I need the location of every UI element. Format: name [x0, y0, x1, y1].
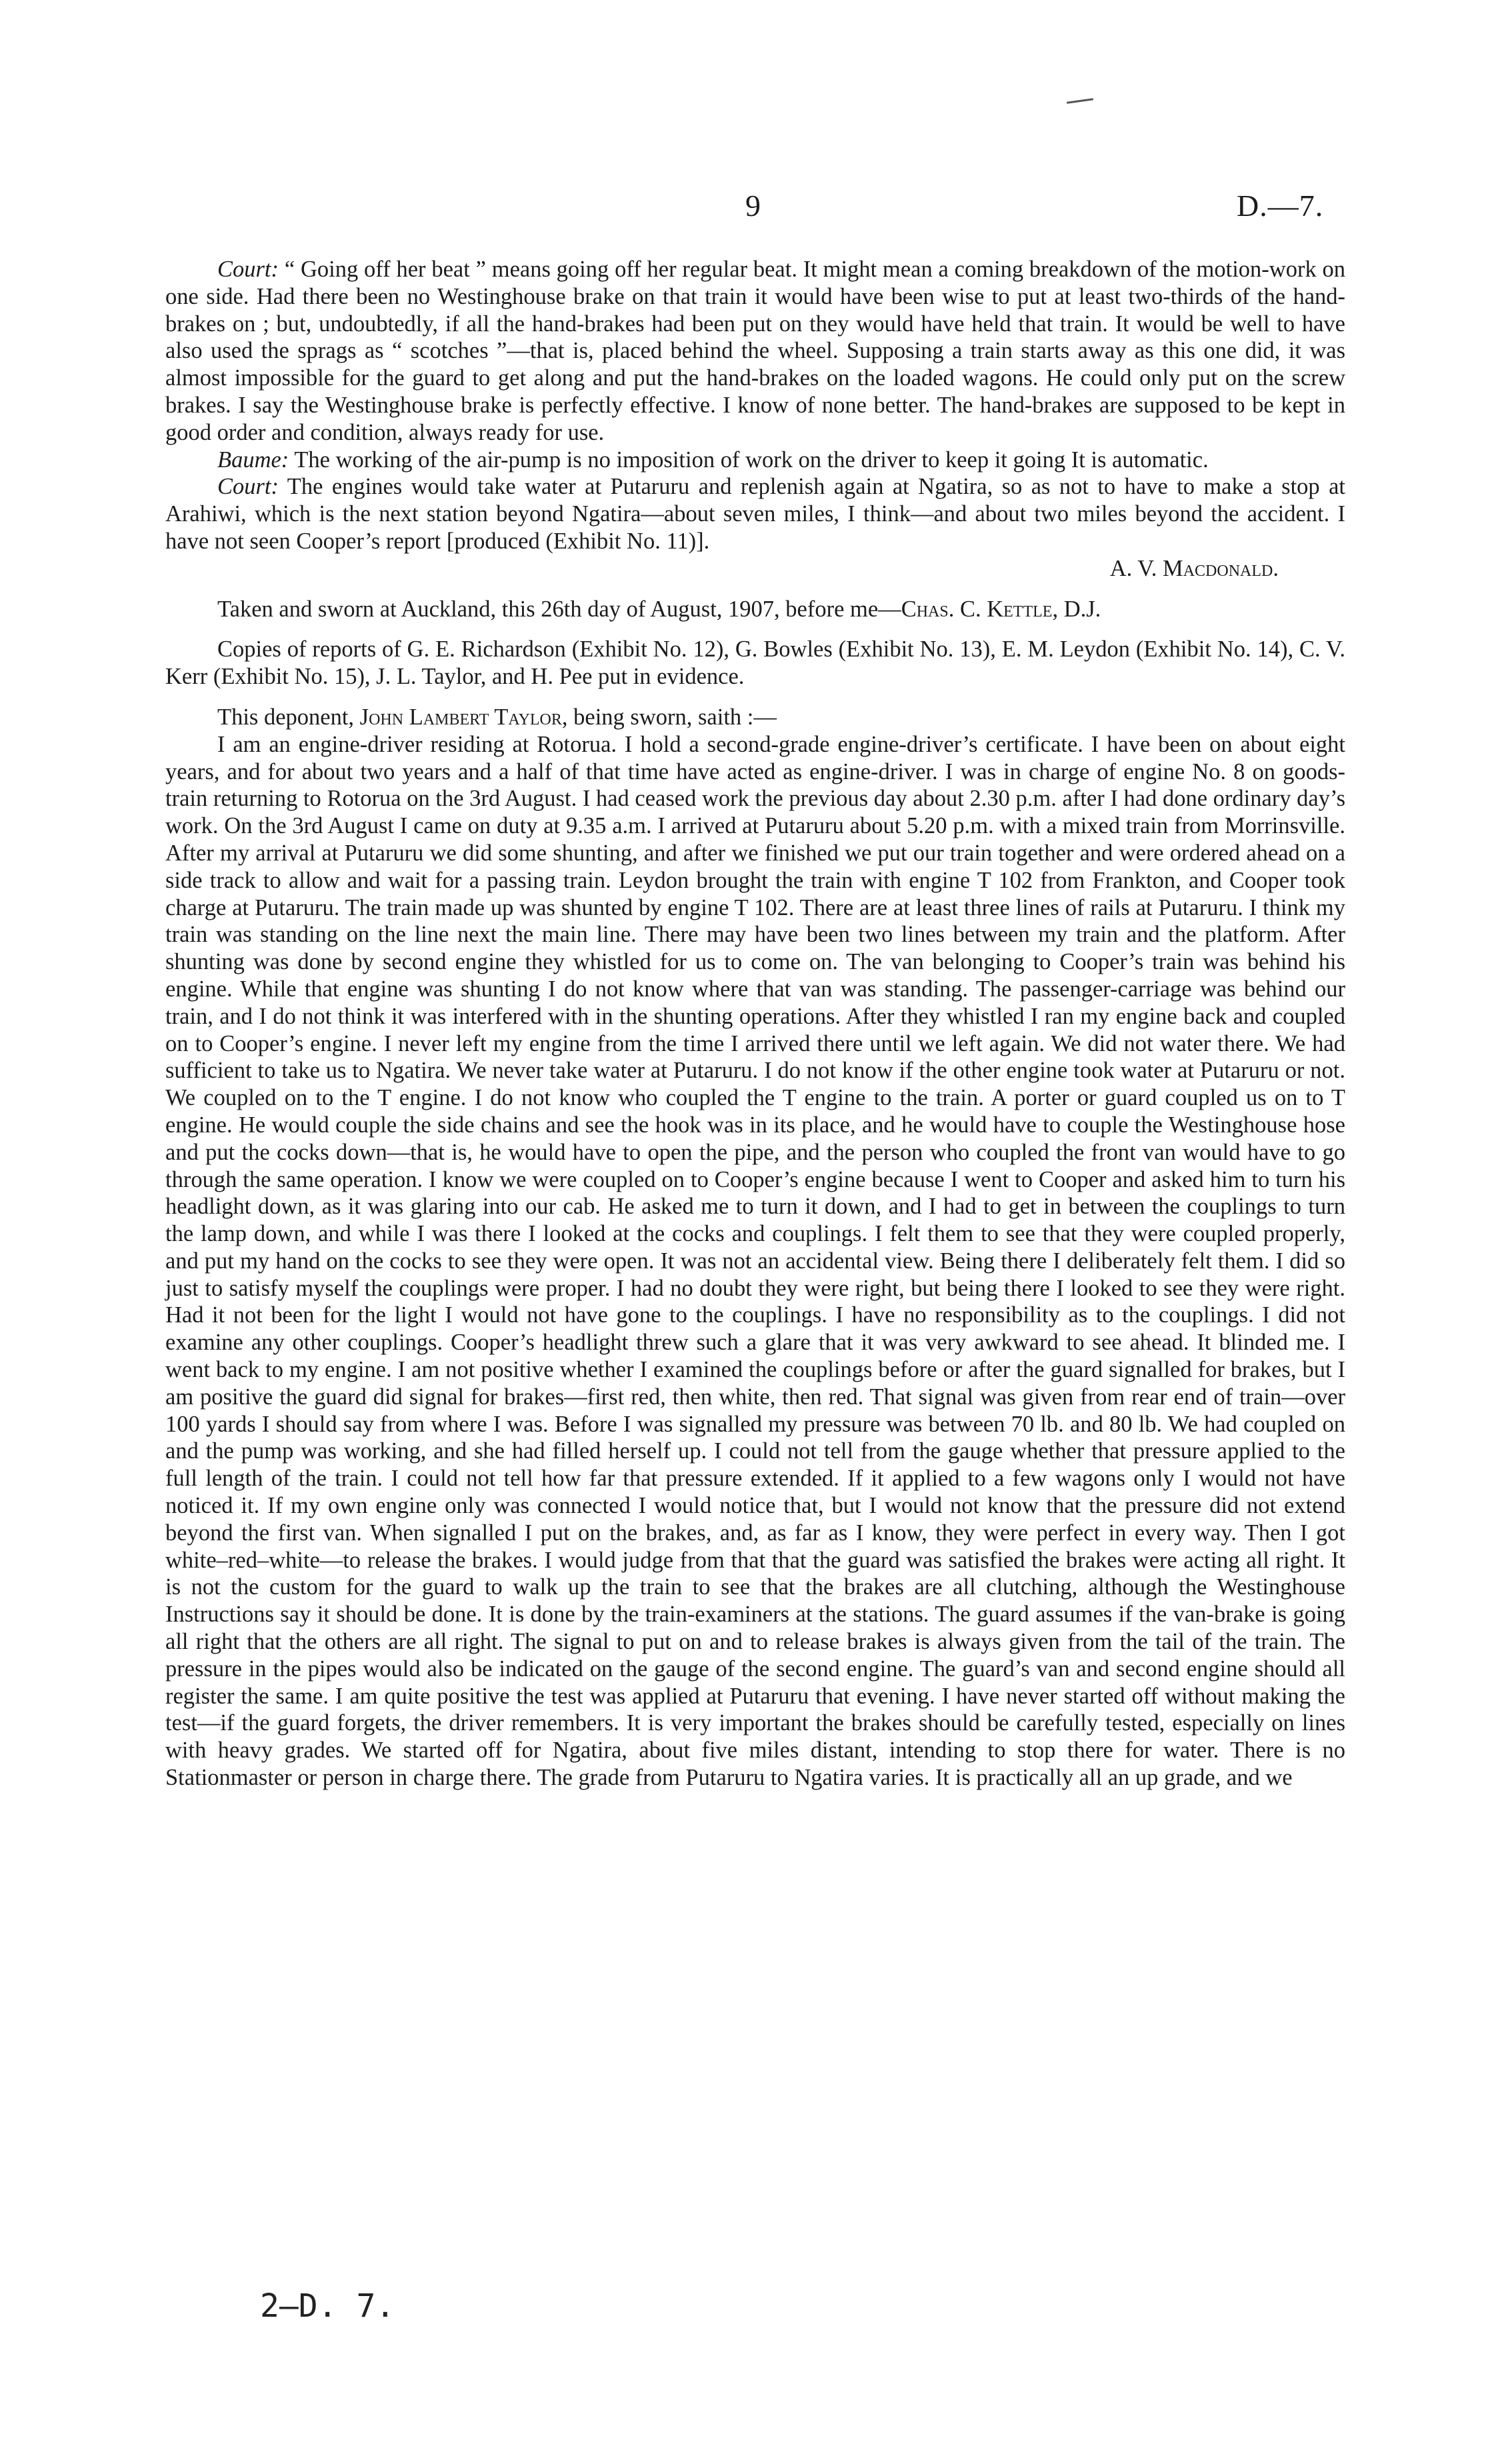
court-remark-2-text: The engines would take water at Putaruru and replenish again at Ngatira, so as not to have to make a stop at Arahiwi, which is the next station beyond Ngatira—about seven miles, I think—and about two miles beyond the accident. I have not seen Cooper’s report [produced (Exhibit No. 11)].: [165, 474, 1345, 554]
stray-pen-mark: [1067, 98, 1093, 104]
deponent-line: [165, 704, 1345, 731]
court-remark-1: [165, 256, 1345, 447]
deponent-suffix: , being sworn, saith :—: [561, 704, 777, 730]
speaker-baume: Baume:: [217, 447, 289, 473]
testimony-paragraph: I am an engine-driver residing at Rotorua. I hold a second-grade engine-driver’s certificate. I have been on about eight years, and for about two years and a half of that time have acted as engine-driver. I was in charge of engine No. 8 on goods-train returning to Rotorua on the 3rd August. I had ceased work the previous day about 2.30 p.m. after I had done ordinary day’s work. On the 3rd August I came on duty at 9.35 a.m. I arrived at Putaruru about 5.20 p.m. with a mixed train from Morrinsville. After my arrival at Putaruru we did some shunting, and after we finished we put our train together and were ordered ahead on a side track to allow and wait for a passing train. Leydon brought the train with engine T 102 from Frankton, and Cooper took charge at Putaruru. The train made up was shunted by engine T 102. There are at least three lines of rails at Putaruru. I think my train was standing on the line next the main line. There may have been two lines between my train and the platform. After shunting was done by second engine they whistled for us to come on. The van belonging to Cooper’s train was behind his engine. While that engine was shunting I do not know where that van was standing. The passenger-carriage was behind our train, and I do not think it was interfered with in the shunting operations. After they whistled I ran my engine back and coupled on to Cooper’s engine. I never left my engine from the time I arrived there until we left again. We did not water there. We had sufficient to take us to Ngatira. We never take water at Putaruru. I do not know if the other engine took water at Putaruru or not. We coupled on to the T engine. I do not know who coupled the T engine to the train. A porter or guard coupled us on to T engine. He would couple the side chains and see the hook was in its place, and he would have to couple the Westinghouse hose and put the cocks down—that is, he would have to open the pipe, and the person who coupled the front van would have to go through the same operation. I know we were coupled on to Cooper’s engine because I went to Cooper and asked him to turn his headlight down, as it was glaring into our cab. He asked me to turn it down, and I had to get in between the couplings to turn the lamp down, and while I was there I looked at the cocks and couplings. I felt them to see that they were coupled properly, and put my hand on the cocks to see they were open. It was not an accidental view. Being there I deliberately felt them. I did so just to satisfy myself the couplings were proper. I had no doubt they were right, but being there I looked to see they were right. Had it not been for the light I would not have gone to the couplings. I have no responsibility as to the couplings. I did not examine any other couplings. Cooper’s headlight threw such a glare that it was very awkward to see ahead. It blinded me. I went back to my engine. I am not positive whether I examined the couplings before or after the guard signalled for brakes, but I am positive the guard did signal for brakes—first red, then white, then red. That signal was given from rear end of train—over 100 yards I should say from where I was. Before I was signalled my pressure was between 70 lb. and 80 lb. We had coupled on and the pump was working, and she had filled herself up. I could not tell from the gauge whether that pressure applied to the full length of the train. I could not tell how far that pressure extended. If it applied to a few wagons only I would not have noticed it. If my own engine only was connected I would notice that, but I would not know that the pressure did not extend beyond the first van. When signalled I put on the brakes, and, as far as I know, they were perfect in every way. Then I got white–red–white—to release the brakes. I would judge from that that the guard was satisfied the brakes were acting all right. It is not the custom for the guard to walk up the train to see that the brakes are all clutching, although the Westinghouse Instructions say it should be done. It is done by the train-examiners at the stations. The guard assumes if the van-brake is going all right that the others are all right. The signal to put on and to release brakes is always given from the tail of the train. The pressure in the pipes would also be indicated on the gauge of the second engine. The guard’s van and second engine should all register the same. I am quite positive the test was applied at Putaruru that evening. I have never started off without making the test—if the guard forgets, the driver remembers. It is very important the brakes should be carefully tested, especially on lines with heavy grades. We started off for Ngatira, about five miles distant, intending to stop there for water. There is no Stationmaster or person in charge there. The grade from Putaruru to Ngatira varies. It is practically all an up grade, and we: [165, 731, 1345, 1791]
body-text: [165, 256, 1345, 1792]
speaker-court: Court:: [217, 257, 279, 282]
sworn-officer: Chas. C. Kettle: [901, 596, 1053, 622]
baume-remark: [165, 447, 1345, 474]
sworn-statement: [165, 596, 1345, 623]
speaker-court-2: Court:: [217, 474, 279, 500]
witness-signature: A. V. Macdonald.: [1109, 555, 1279, 581]
document-reference: D.—7.: [1237, 189, 1324, 223]
sworn-suffix: , D.J.: [1052, 596, 1101, 622]
deponent-prefix: This deponent,: [217, 704, 355, 730]
exhibits-paragraph: Copies of reports of G. E. Richardson (Exhibit No. 12), G. Bowles (Exhibit No. 13), E. M. Leydon (Exhibit No. 14), C. V. Kerr (Exhibit No. 15), J. L. Taylor, and H. Pee put in evidence.: [165, 636, 1345, 690]
sheet-reference: 2—D. 7.: [260, 2287, 395, 2325]
court-remark-2: [165, 473, 1345, 555]
page-number: 9: [745, 189, 761, 223]
sworn-text: Taken and sworn at Auckland, this 26th day of August, 1907, before me—: [217, 596, 901, 622]
signature-line: [165, 555, 1345, 583]
court-remark-1-text: “ Going off her beat ” means going off her regular beat. It might mean a coming breakdown of the motion-work on one side. Had there been no Westinghouse brake on that train it would have been wise to put at least two-thirds of the hand-brakes on ; but, undoubtedly, if all the hand-brakes had been put on they would have held that train. It would be well to have also used the sprags as “ scotches ”—that is, placed behind the wheel. Supposing a train starts away as this one did, it was almost impossible for the guard to get along and put the hand-brakes on the loaded wagons. He could only put on the screw brakes. I say the Westinghouse brake is perfectly effective. I know of none better. The hand-brakes are supposed to be kept in good order and condition, always ready for use.: [165, 257, 1346, 445]
page-header: [0, 188, 1512, 228]
deponent-name: John Lambert Taylor: [359, 704, 562, 730]
baume-remark-text: The working of the air-pump is no imposition of work on the driver to keep it going It is automatic.: [294, 447, 1209, 473]
